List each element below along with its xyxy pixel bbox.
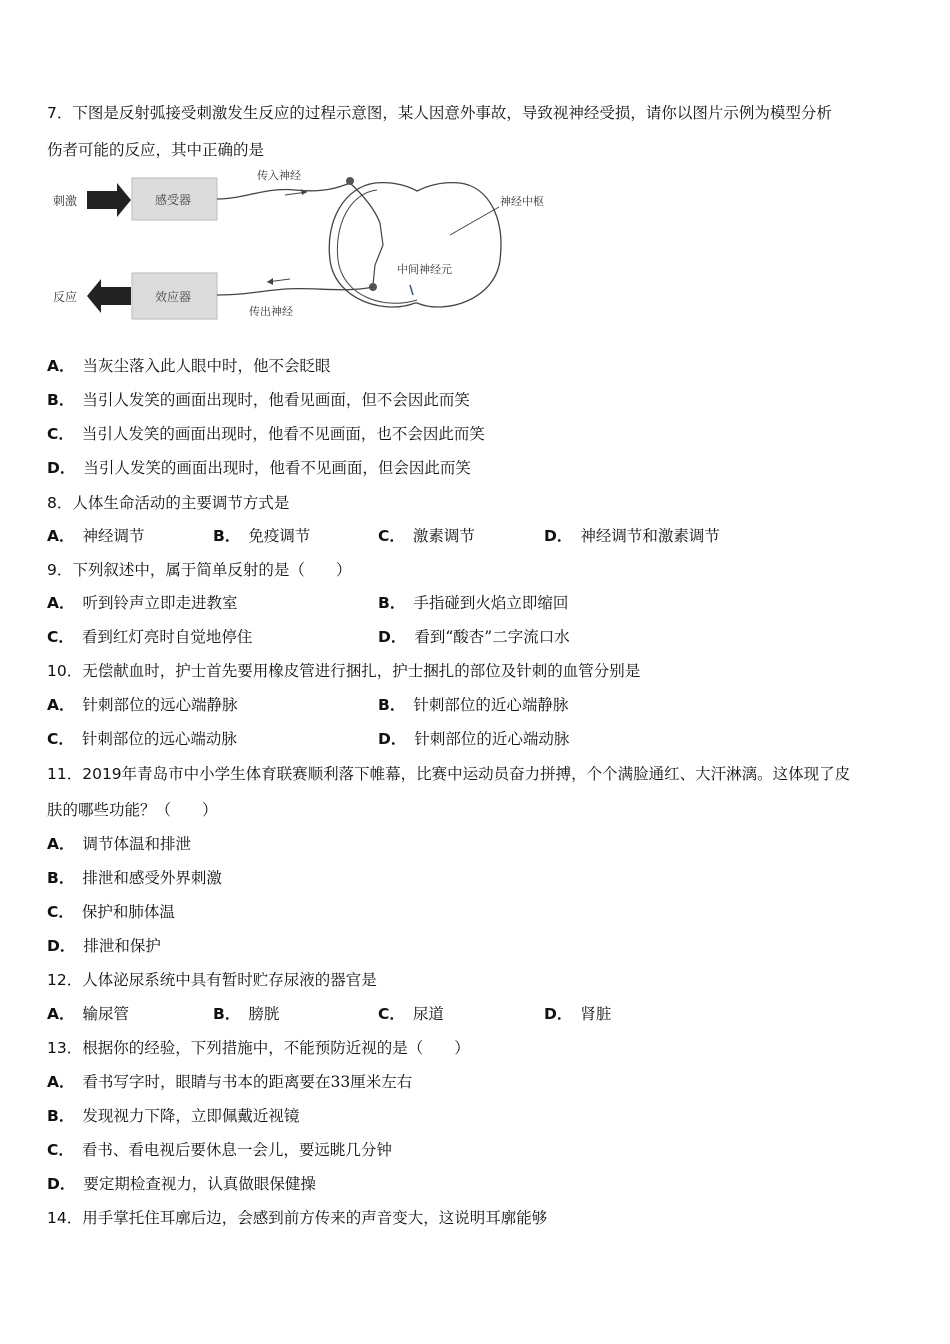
q12-option-a: A． 输尿管 [47,1005,130,1023]
q13-option-d: D． 要定期检查视力，认真做眼保健操 [47,1175,316,1193]
q9-stem: 9．下列叙述中，属于简单反射的是（ ） [47,561,352,579]
q10-option-d: D． 针刺部位的近心端动脉 [378,730,570,748]
q11-option-b: B． 排泄和感受外界刺激 [47,869,222,887]
q7-option-d: D． 当引人发笑的画面出现时，他看不见画面，但会因此而笑 [47,459,471,477]
q8-option-d: D． 神经调节和激素调节 [544,527,720,545]
q10-stem: 10．无偿献血时，护士首先要用橡皮管进行捆扎，护士捆扎的部位及针刺的血管分别是 [47,662,641,680]
q7-option-b: B． 当引人发笑的画面出现时，他看见画面，但不会因此而笑 [47,391,470,409]
q7-stem-line2: 伤者可能的反应，其中正确的是 [47,141,265,159]
label-effector: 效应器 [155,290,192,304]
q12-option-c: C． 尿道 [378,1005,444,1023]
q8-option-a: A． 神经调节 [47,527,145,545]
label-response: 反应 [53,290,78,304]
q9-option-d: D． 看到“酸杏”二字流口水 [378,628,570,646]
q12-option-b: B． 膀胱 [213,1005,280,1023]
q8-stem: 8．人体生命活动的主要调节方式是 [47,494,290,512]
q11-stem-line2: 肤的哪些功能？（ ） [47,801,218,819]
q14-stem: 14．用手掌托住耳廓后边，会感到前方传来的声音变大，这说明耳廓能够 [47,1209,548,1227]
q9-option-a: A． 听到铃声立即走进教室 [47,594,238,612]
q7-stem-line1: 7．下图是反射弧接受刺激发生反应的过程示意图，某人因意外事故，导致视神经受损，请你以图片示例为模型分析 [47,104,832,122]
q8-option-b: B． 免疫调节 [213,527,311,545]
q12-option-d: D． 肾脏 [544,1005,612,1023]
q11-option-d: D． 排泄和保护 [47,937,161,955]
q7-option-c: C． 当引人发笑的画面出现时，他看不见画面，也不会因此而笑 [47,425,485,443]
q10-option-a: A． 针刺部位的远心端静脉 [47,696,238,714]
q11-stem-line1: 11．2019年青岛市中小学生体育联赛顺利落下帷幕，比赛中运动员奋力拼搏，个个满脸通红、大汗淋漓。这体现了皮 [47,765,851,783]
nerve-center-outline [329,183,501,307]
label-afferent: 传入神经 [257,169,301,182]
stimulus-arrow [87,183,131,217]
q10-option-c: C． 针刺部位的远心端动脉 [47,730,237,748]
q8-option-c: C． 激素调节 [378,527,475,545]
response-arrow [87,279,131,313]
q13-option-c: C． 看书、看电视后要休息一会儿，要远眺几分钟 [47,1141,392,1159]
q11-option-a: A． 调节体温和排泄 [47,835,192,853]
q13-option-b: B． 发现视力下降，立即佩戴近视镜 [47,1107,300,1125]
q13-stem: 13．根据你的经验，下列措施中，不能预防近视的是（ ） [47,1039,470,1057]
q13-option-a: A． 看书写字时，眼睛与书本的距离要在33厘米左右 [47,1073,413,1091]
label-receptor: 感受器 [155,193,192,207]
reflex-arc-diagram [45,165,565,345]
q10-option-b: B． 针刺部位的近心端静脉 [378,696,569,714]
q9-option-c: C． 看到红灯亮时自觉地停住 [47,628,253,646]
label-interneuron: 中间神经元 [397,263,452,276]
q12-stem: 12．人体泌尿系统中具有暂时贮存尿液的器官是 [47,971,377,989]
label-efferent: 传出神经 [249,305,293,318]
afferent-nerve [217,183,350,199]
label-stimulus: 刺激 [53,194,78,208]
q7-option-a: A． 当灰尘落入此人眼中时，他不会眨眼 [47,357,331,375]
q11-option-c: C． 保护和肺体温 [47,903,175,921]
q9-option-b: B． 手指碰到火焰立即缩回 [378,594,569,612]
label-center: 神经中枢 [500,195,544,208]
